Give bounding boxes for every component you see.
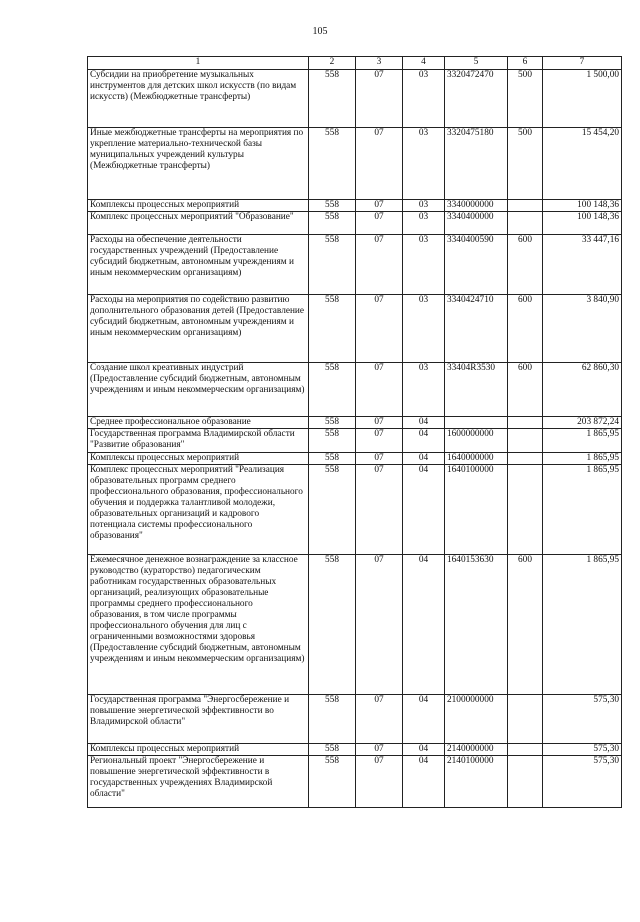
cell-amount: 1 865,95 [543, 555, 622, 695]
cell-expense-type [508, 465, 543, 555]
cell-name: Субсидии на приобретение музыкальных инструментов для детских школ искусств (по видам искусств) (Межбюджетные трансферты) [88, 70, 309, 128]
cell-code-rz: 07 [356, 212, 403, 235]
cell-name: Комплексы процессных мероприятий [88, 744, 309, 756]
cell-code-gr: 558 [309, 465, 356, 555]
cell-name: Региональный проект "Энергосбережение и повышение энергетической эффективности в государственных учреждениях Владимирской области" [88, 756, 309, 808]
cell-expense-type [508, 695, 543, 744]
cell-code-rz: 07 [356, 70, 403, 128]
cell-name: Среднее профессиональное образование [88, 417, 309, 429]
cell-code-pr: 04 [403, 417, 445, 429]
cell-code-pr: 04 [403, 756, 445, 808]
cell-name: Комплекс процессных мероприятий "Образование" [88, 212, 309, 235]
cell-target-article: 3340400590 [445, 235, 508, 295]
cell-name: Расходы на мероприятия по содействию развитию дополнительного образования детей (Предоставление субсидий бюджетным, автономным учреждениям и иным некоммерческим организациям) [88, 295, 309, 363]
cell-code-pr: 04 [403, 555, 445, 695]
cell-expense-type: 500 [508, 70, 543, 128]
cell-code-pr: 03 [403, 200, 445, 212]
column-header: 6 [508, 57, 543, 70]
cell-code-gr: 558 [309, 128, 356, 200]
table-row [88, 429, 622, 453]
cell-target-article: 2140000000 [445, 744, 508, 756]
column-header: 4 [403, 57, 445, 70]
cell-code-rz: 07 [356, 128, 403, 200]
cell-code-gr: 558 [309, 744, 356, 756]
table-row [88, 295, 622, 363]
cell-name: Расходы на обеспечение деятельности государственных учреждений (Предоставление субсидий бюджетным, автономным учреждениям и иным некоммерческим организациям) [88, 235, 309, 295]
cell-amount: 3 840,90 [543, 295, 622, 363]
cell-target-article: 1640153630 [445, 555, 508, 695]
cell-amount: 33 447,16 [543, 235, 622, 295]
cell-expense-type [508, 453, 543, 465]
cell-code-gr: 558 [309, 453, 356, 465]
column-header: 1 [88, 57, 309, 70]
cell-name: Комплексы процессных мероприятий [88, 453, 309, 465]
cell-name: Комплексы процессных мероприятий [88, 200, 309, 212]
cell-code-rz: 07 [356, 200, 403, 212]
cell-amount: 575,30 [543, 744, 622, 756]
table-row [88, 363, 622, 417]
cell-code-rz: 07 [356, 429, 403, 453]
cell-amount: 1 500,00 [543, 70, 622, 128]
cell-expense-type [508, 417, 543, 429]
cell-target-article: 2100000000 [445, 695, 508, 744]
page-number: 105 [312, 26, 328, 37]
cell-expense-type: 500 [508, 128, 543, 200]
budget-table [87, 56, 622, 808]
table-row [88, 465, 622, 555]
cell-amount: 575,30 [543, 695, 622, 744]
cell-expense-type: 600 [508, 363, 543, 417]
table-row [88, 695, 622, 744]
cell-code-pr: 03 [403, 363, 445, 417]
table-row [88, 200, 622, 212]
table-row [88, 744, 622, 756]
cell-name: Иные межбюджетные трансферты на мероприятия по укрепление материально-технической базы муниципальных учреждений культуры (Межбюджетные трансферты) [88, 128, 309, 200]
cell-target-article: 3320475180 [445, 128, 508, 200]
table-row [88, 128, 622, 200]
cell-code-gr: 558 [309, 555, 356, 695]
cell-code-gr: 558 [309, 212, 356, 235]
cell-code-pr: 04 [403, 429, 445, 453]
table-row [88, 235, 622, 295]
cell-code-pr: 04 [403, 695, 445, 744]
cell-expense-type [508, 212, 543, 235]
cell-code-pr: 03 [403, 295, 445, 363]
cell-code-rz: 07 [356, 744, 403, 756]
cell-expense-type [508, 756, 543, 808]
cell-code-gr: 558 [309, 295, 356, 363]
cell-code-pr: 04 [403, 744, 445, 756]
cell-code-rz: 07 [356, 235, 403, 295]
cell-code-rz: 07 [356, 363, 403, 417]
table-row [88, 417, 622, 429]
cell-code-rz: 07 [356, 295, 403, 363]
column-header: 3 [356, 57, 403, 70]
table-header-row [88, 57, 622, 70]
column-header: 5 [445, 57, 508, 70]
table-row [88, 70, 622, 128]
cell-amount: 62 860,30 [543, 363, 622, 417]
cell-target-article: 1640000000 [445, 453, 508, 465]
cell-target-article: 3340424710 [445, 295, 508, 363]
cell-code-rz: 07 [356, 417, 403, 429]
cell-code-gr: 558 [309, 70, 356, 128]
cell-expense-type [508, 200, 543, 212]
cell-expense-type: 600 [508, 555, 543, 695]
cell-amount: 1 865,95 [543, 429, 622, 453]
cell-code-gr: 558 [309, 695, 356, 744]
cell-code-pr: 03 [403, 235, 445, 295]
cell-code-gr: 558 [309, 363, 356, 417]
cell-code-gr: 558 [309, 200, 356, 212]
cell-target-article: 1640100000 [445, 465, 508, 555]
cell-amount: 100 148,36 [543, 200, 622, 212]
cell-name: Создание школ креативных индустрий (Предоставление субсидий бюджетным, автономным учреждениям и иным некоммерческим организациям) [88, 363, 309, 417]
cell-code-pr: 04 [403, 453, 445, 465]
cell-amount: 1 865,95 [543, 453, 622, 465]
cell-code-gr: 558 [309, 429, 356, 453]
cell-code-gr: 558 [309, 756, 356, 808]
table-row [88, 453, 622, 465]
cell-amount: 100 148,36 [543, 212, 622, 235]
cell-code-pr: 03 [403, 212, 445, 235]
column-header: 7 [543, 57, 622, 70]
cell-name: Комплекс процессных мероприятий "Реализация образовательных программ среднего профессионального образования, профессионального обучения и поддержка талантливой молодежи, образовательных организаций и кадрового потенциала системы профессионального образования" [88, 465, 309, 555]
cell-target-article: 2140100000 [445, 756, 508, 808]
cell-code-gr: 558 [309, 417, 356, 429]
table-row [88, 756, 622, 808]
cell-code-pr: 03 [403, 70, 445, 128]
cell-code-rz: 07 [356, 453, 403, 465]
cell-code-rz: 07 [356, 465, 403, 555]
table-row [88, 212, 622, 235]
cell-amount: 203 872,24 [543, 417, 622, 429]
cell-target-article: 33404R3530 [445, 363, 508, 417]
cell-expense-type [508, 744, 543, 756]
cell-target-article: 1600000000 [445, 429, 508, 453]
cell-name: Государственная программа Владимирской области "Развитие образования" [88, 429, 309, 453]
cell-expense-type: 600 [508, 235, 543, 295]
cell-name: Ежемесячное денежное вознаграждение за классное руководство (кураторство) педагогическим работникам государственных образовательных организаций, реализующих образовательные программы среднего профессионального образования, в том числе программы профессионального обучения для лиц с ограниченными возможностями здоровья (Предоставление субсидий бюджетным, автономным учреждениям и иным некоммерческим организациям) [88, 555, 309, 695]
cell-target-article [445, 417, 508, 429]
cell-code-rz: 07 [356, 756, 403, 808]
column-header: 2 [309, 57, 356, 70]
cell-amount: 575,30 [543, 756, 622, 808]
cell-target-article: 3320472470 [445, 70, 508, 128]
cell-code-pr: 04 [403, 465, 445, 555]
cell-amount: 1 865,95 [543, 465, 622, 555]
cell-name: Государственная программа "Энергосбережение и повышение энергетической эффективности во Владимирской области" [88, 695, 309, 744]
cell-code-gr: 558 [309, 235, 356, 295]
cell-expense-type: 600 [508, 295, 543, 363]
table-row [88, 555, 622, 695]
cell-code-rz: 07 [356, 695, 403, 744]
cell-target-article: 3340000000 [445, 200, 508, 212]
cell-code-rz: 07 [356, 555, 403, 695]
cell-expense-type [508, 429, 543, 453]
cell-amount: 15 454,20 [543, 128, 622, 200]
cell-target-article: 3340400000 [445, 212, 508, 235]
cell-code-pr: 03 [403, 128, 445, 200]
